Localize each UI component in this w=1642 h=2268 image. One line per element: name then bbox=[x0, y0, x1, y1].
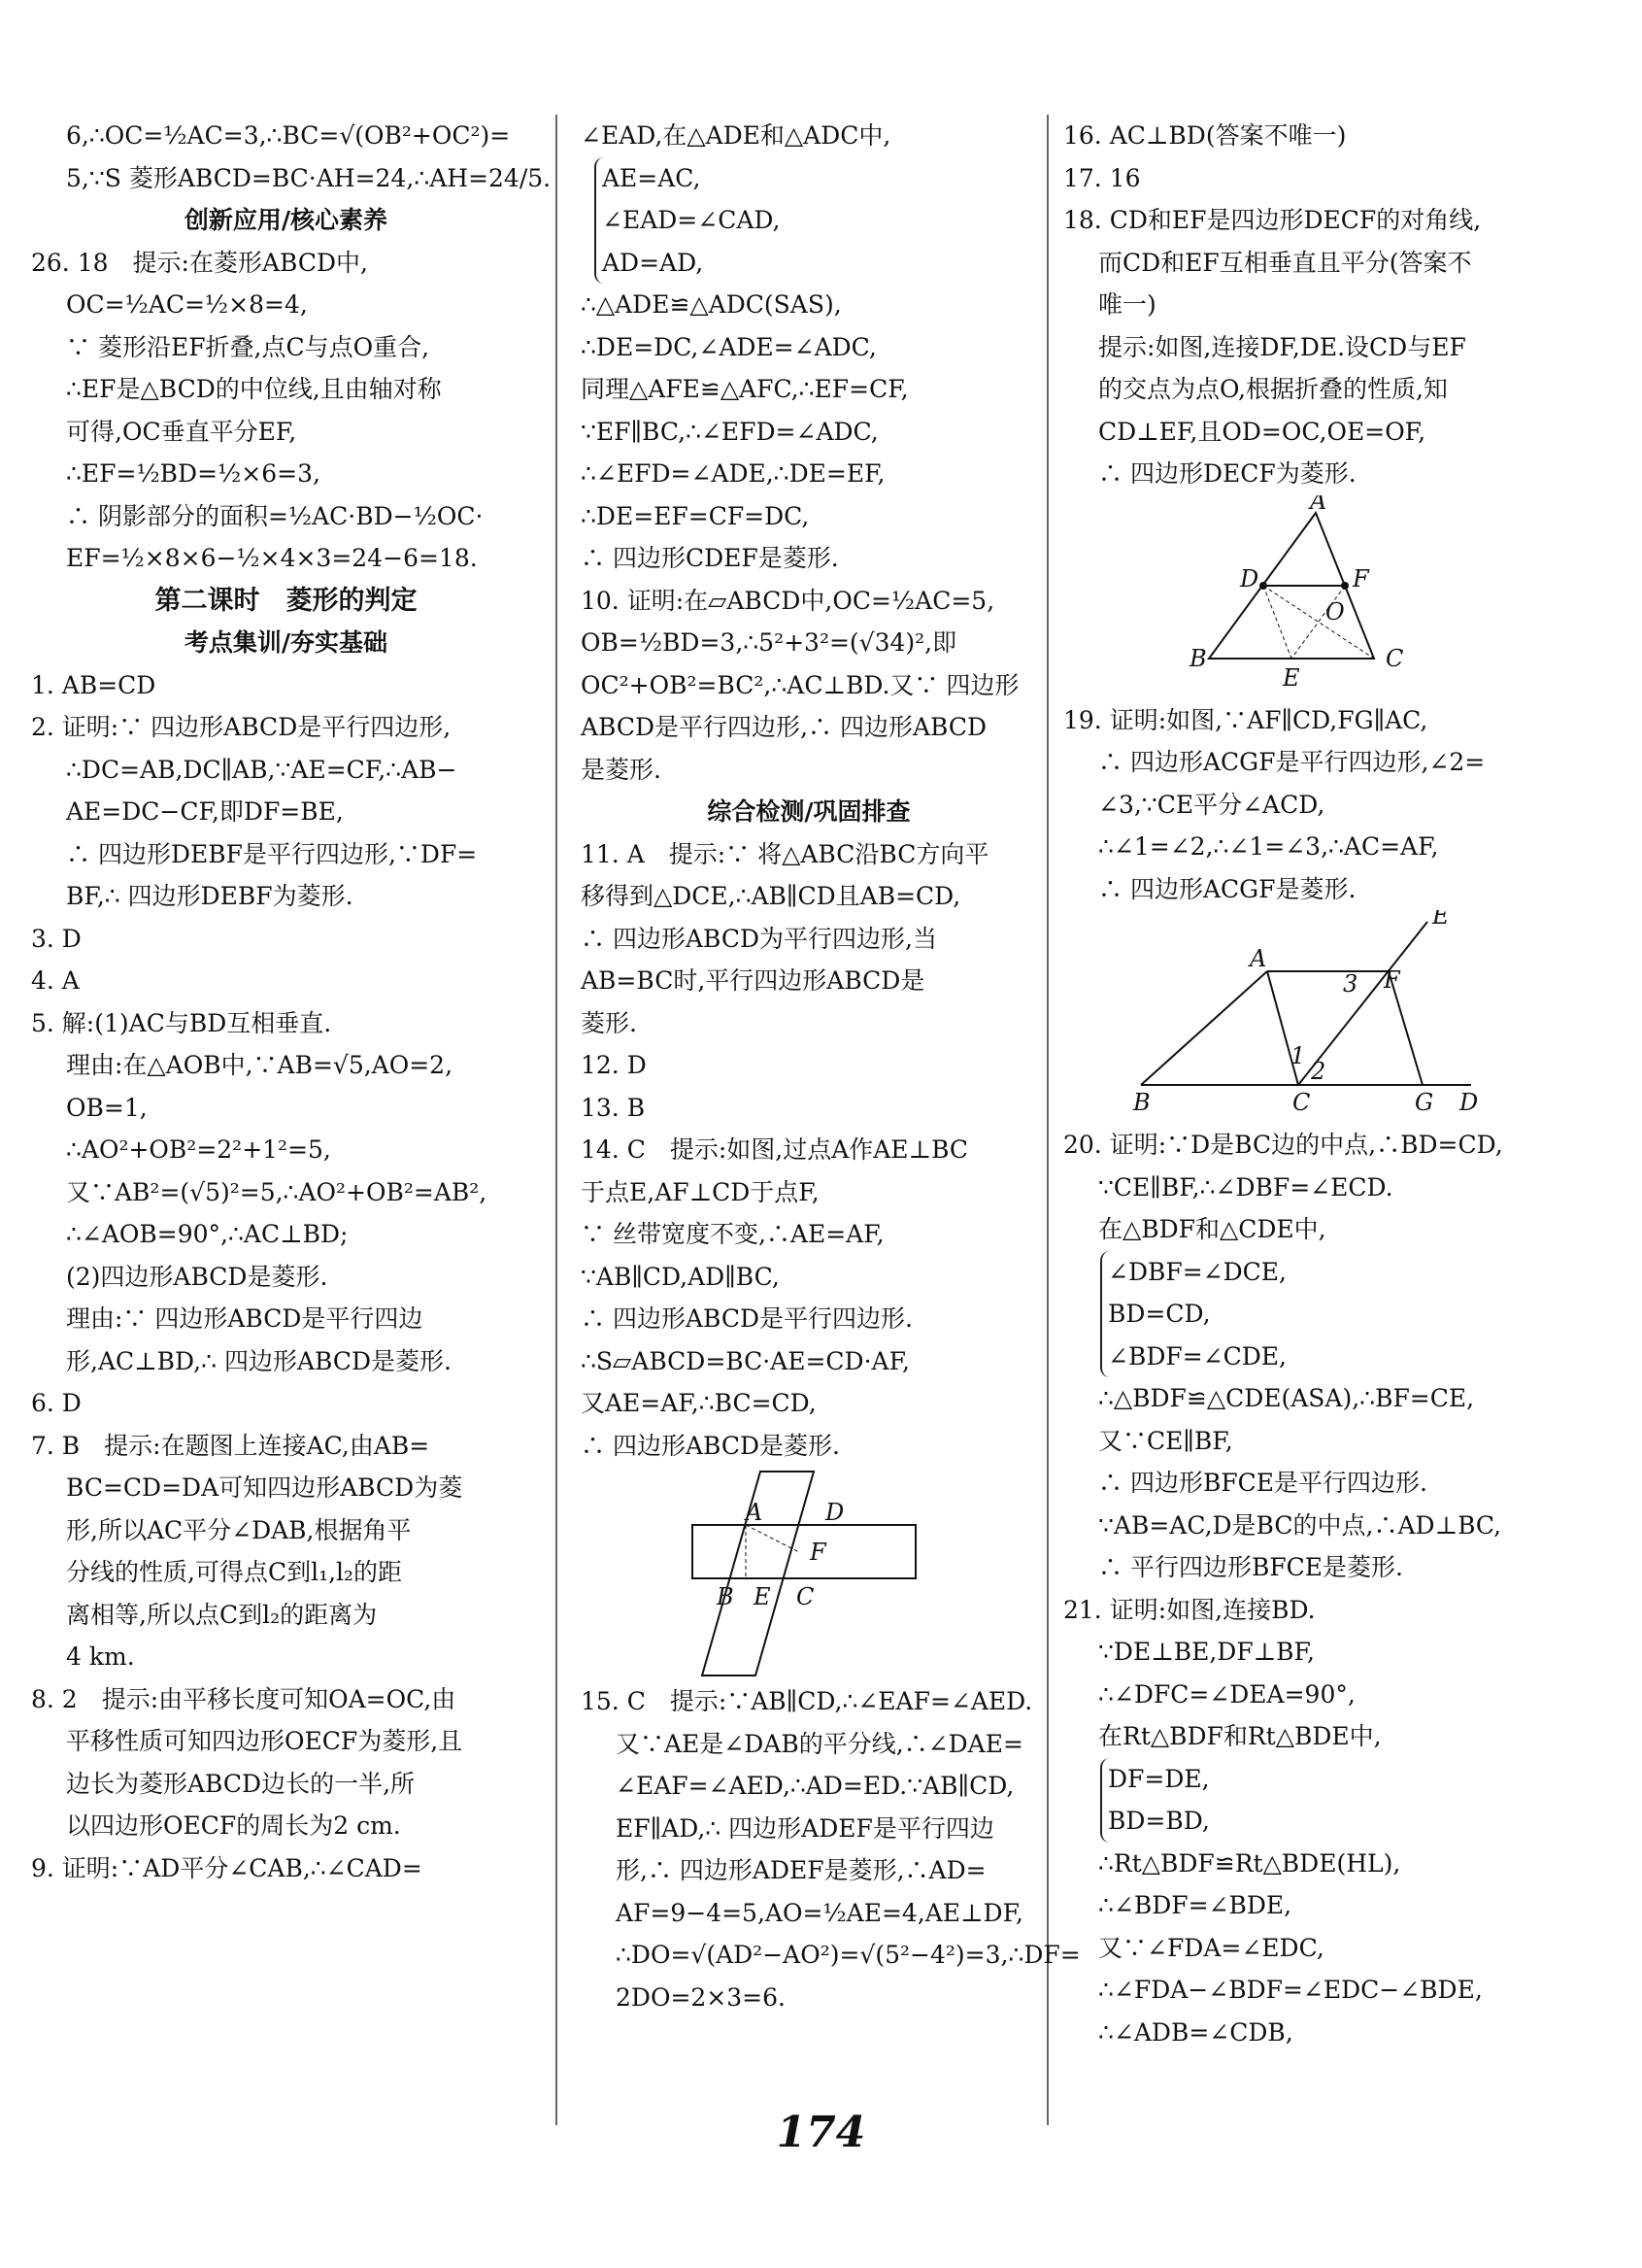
answer-21: 21. 证明:如图,连接BD. bbox=[1063, 1595, 1316, 1624]
text-line: ∵AB=AC,D是BC的中点,∴AD⊥BC, bbox=[1098, 1510, 1502, 1540]
label-e: E bbox=[1283, 663, 1300, 692]
text-line: ∴∠DFC=∠DEA=90°, bbox=[1098, 1679, 1356, 1709]
text-line: ∴∠EFD=∠ADE,∴DE=EF, bbox=[581, 459, 886, 488]
text-line: 又∵∠FDA=∠EDC, bbox=[1098, 1933, 1324, 1962]
answer-8: 8. 2 提示:由平移长度可知OA=OC,由 bbox=[31, 1684, 456, 1713]
label-d: D bbox=[1240, 564, 1259, 592]
text-line: 平移性质可知四边形OECF为菱形,且 bbox=[66, 1727, 463, 1755]
label-f: F bbox=[810, 1539, 826, 1566]
text-line: ABCD是平行四边形,∴ 四边形ABCD bbox=[581, 713, 988, 741]
text-line: ∠3,∵CE平分∠ACD, bbox=[1098, 790, 1325, 819]
answer-13: 13. B bbox=[581, 1093, 646, 1122]
text-line: 4 km. bbox=[66, 1642, 135, 1671]
label-c: C bbox=[1292, 1089, 1311, 1116]
answer-14: 14. C 提示:如图,过点A作AE⊥BC bbox=[581, 1135, 969, 1164]
text-line: 以四边形OECF的周长为2 cm. bbox=[66, 1811, 401, 1840]
text-line: 又∵AE是∠DAB的平分线,∴∠DAE= bbox=[616, 1729, 1023, 1758]
section-heading: 考点集训/夯实基础 bbox=[184, 628, 388, 657]
answer-12: 12. D bbox=[581, 1051, 647, 1079]
text-line: 理由:在△AOB中,∵AB=√5,AO=2, bbox=[66, 1051, 453, 1079]
segment-de bbox=[1263, 586, 1291, 659]
equation-system bbox=[1100, 1251, 1622, 1378]
text-line: 6,∴OC=½AC=3,∴BC=√(OB²+OC²)= bbox=[66, 121, 511, 150]
figure-18-svg bbox=[1063, 495, 1622, 699]
text-line: ∴∠1=∠2,∴∠1=∠3,∴AC=AF, bbox=[1098, 832, 1439, 861]
text-line: ∵AB∥CD,AD∥BC, bbox=[581, 1262, 780, 1291]
equation-system bbox=[1100, 1758, 1622, 1843]
text-line: AE=AC, bbox=[602, 163, 701, 192]
text-line: ∴ 平行四边形BFCE是菱形. bbox=[1098, 1553, 1403, 1581]
point-d bbox=[1259, 582, 1267, 590]
section-heading: 综合检测/巩固排查 bbox=[707, 797, 911, 826]
label-b: B bbox=[1133, 1089, 1151, 1116]
column-middle bbox=[581, 115, 1081, 2018]
answer-5: 5. 解:(1)AC与BD互相垂直. bbox=[31, 1008, 332, 1037]
segment-dc bbox=[1263, 586, 1374, 659]
text-line: ∴EF=½BD=½×6=3, bbox=[66, 459, 320, 488]
text-line: ∴∠ADB=∠CDB, bbox=[1098, 2017, 1293, 2047]
text-line: ∠EAD,在△ADE和△ADC中, bbox=[581, 121, 891, 150]
label-c: C bbox=[796, 1583, 815, 1610]
column-right bbox=[1063, 115, 1622, 2053]
text-line: ∵ 菱形沿EF折叠,点C与点O重合, bbox=[66, 332, 430, 361]
text-line: EF=½×8×6−½×4×3=24−6=18. bbox=[66, 544, 478, 572]
altitude-af bbox=[746, 1525, 799, 1552]
text-line: ∴ 阴影部分的面积=½AC·BD−½OC· bbox=[66, 501, 484, 530]
text-line: 形,所以AC平分∠DAB,根据角平 bbox=[66, 1515, 412, 1544]
text-line: ∴ 四边形ACGF是菱形. bbox=[1098, 874, 1357, 903]
text-line: DF=DE, bbox=[1108, 1764, 1210, 1793]
point-f bbox=[1341, 582, 1349, 590]
answer-3: 3. D bbox=[31, 924, 82, 953]
text-line: ∴∠BDF=∠BDE, bbox=[1098, 1891, 1292, 1919]
answer-9: 9. 证明:∵AD平分∠CAB,∴∠CAD= bbox=[31, 1853, 422, 1882]
text-line: 于点E,AF⊥CD于点F, bbox=[581, 1177, 820, 1206]
text-line: (2)四边形ABCD是菱形. bbox=[66, 1262, 328, 1291]
answer-26: 26. 18 提示:在菱形ABCD中, bbox=[31, 248, 368, 277]
label-c: C bbox=[1386, 644, 1404, 672]
text-line: ∴ 四边形ABCD是平行四边形. bbox=[581, 1304, 913, 1333]
text-line: OC=½AC=½×8=4, bbox=[66, 290, 308, 319]
text-line: OC²+OB²=BC²,∴AC⊥BD.又∵ 四边形 bbox=[581, 670, 1020, 699]
answer-1: 1. AB=CD bbox=[31, 670, 156, 699]
label-3: 3 bbox=[1343, 970, 1358, 998]
label-b: B bbox=[1190, 644, 1207, 672]
text-line: 又∵CE∥BF, bbox=[1098, 1426, 1233, 1455]
text-line: ∴ 四边形CDEF是菱形. bbox=[581, 544, 839, 572]
text-line: ∠DBF=∠DCE, bbox=[1108, 1257, 1287, 1286]
label-d: D bbox=[825, 1499, 845, 1526]
text-line: ∴ 四边形ABCD是菱形. bbox=[581, 1431, 840, 1460]
text-line: OB=½BD=3,∴5²+3²=(√34)²,即 bbox=[581, 628, 957, 657]
text-line: ∵EF∥BC,∴∠EFD=∠ADC, bbox=[581, 417, 879, 446]
text-line: ∴∠AOB=90°,∴AC⊥BD; bbox=[66, 1220, 349, 1248]
answer-4: 4. A bbox=[31, 966, 80, 995]
label-g: G bbox=[1415, 1089, 1434, 1116]
text-line: BD=BD, bbox=[1108, 1807, 1210, 1835]
text-line: 2DO=2×3=6. bbox=[616, 1982, 786, 2012]
label-b: B bbox=[717, 1583, 734, 1610]
answer-20: 20. 证明:∵D是BC边的中点,∴BD=CD, bbox=[1063, 1131, 1503, 1159]
text-line: ∴DO=√(AD²−AO²)=√(5²−4²)=3,∴DF= bbox=[616, 1941, 1081, 1969]
text-line: ∴△ADE≌△ADC(SAS), bbox=[581, 290, 842, 319]
text-line: ∠BDF=∠CDE, bbox=[1108, 1341, 1287, 1371]
equation-system bbox=[594, 157, 1037, 285]
answer-2: 2. 证明:∵ 四边形ABCD是平行四边形, bbox=[31, 713, 452, 741]
text-line: ∴DC=AB,DC∥AB,∵AE=CF,∴AB− bbox=[66, 755, 457, 784]
text-line: OB=1, bbox=[66, 1093, 148, 1122]
answer-18: 18. CD和EF是四边形DECF的对角线, bbox=[1063, 206, 1482, 234]
answer-16: 16. AC⊥BD(答案不唯一) bbox=[1063, 121, 1347, 150]
label-d: D bbox=[1459, 1089, 1479, 1116]
text-line: 的交点为点O,根据折叠的性质,知 bbox=[1098, 375, 1448, 403]
label-f: F bbox=[1384, 966, 1400, 994]
text-line: 菱形. bbox=[581, 1008, 637, 1037]
answer-15: 15. C 提示:∵AB∥CD,∴∠EAF=∠AED. bbox=[581, 1687, 1033, 1715]
answer-10: 10. 证明:在▱ABCD中,OC=½AC=5, bbox=[581, 586, 995, 615]
text-line: ∠EAF=∠AED,∴AD=ED.∵AB∥CD, bbox=[616, 1772, 1015, 1800]
text-line: 是菱形. bbox=[581, 755, 661, 784]
text-line: ∴ 四边形DECF为菱形. bbox=[1098, 459, 1357, 488]
text-line: ∴EF是△BCD的中位线,且由轴对称 bbox=[66, 375, 442, 403]
text-line: 在Rt△BDF和Rt△BDE中, bbox=[1098, 1722, 1382, 1750]
column-left bbox=[31, 115, 552, 1889]
text-line: ∴ 四边形DEBF是平行四边形,∵DF= bbox=[66, 839, 478, 868]
label-2: 2 bbox=[1311, 1058, 1326, 1085]
label-e: E bbox=[754, 1583, 771, 1610]
answer-7: 7. B 提示:在题图上连接AC,由AB= bbox=[31, 1431, 430, 1460]
text-line: ∴ 四边形ABCD为平行四边形,当 bbox=[581, 924, 937, 953]
label-1: 1 bbox=[1290, 1042, 1306, 1069]
text-line: 理由:∵ 四边形ABCD是平行四边 bbox=[66, 1304, 423, 1333]
text-line: 边长为菱形ABCD边长的一半,所 bbox=[66, 1769, 416, 1798]
text-line: 而CD和EF互相垂直且平分(答案不 bbox=[1098, 248, 1472, 277]
text-line: EF∥AD,∴ 四边形ADEF是平行四边 bbox=[616, 1813, 994, 1843]
column-divider-2 bbox=[1047, 115, 1049, 2125]
label-a: A bbox=[1310, 494, 1327, 515]
text-line: 形,AC⊥BD,∴ 四边形ABCD是菱形. bbox=[66, 1346, 452, 1375]
text-line: ∴AO²+OB²=2²+1²=5, bbox=[66, 1135, 331, 1164]
text-line: ∴Rt△BDF≌Rt△BDE(HL), bbox=[1098, 1848, 1401, 1878]
figure-19-svg bbox=[1063, 910, 1622, 1124]
answer-17: 17. 16 bbox=[1063, 163, 1141, 192]
ribbon-horizontal bbox=[692, 1525, 916, 1578]
text-line: 5,∵S 菱形ABCD=BC·AH=24,∴AH=24/5. bbox=[66, 163, 552, 192]
page-number: 174 bbox=[776, 2108, 866, 2157]
section-heading: 创新应用/核心素养 bbox=[184, 206, 388, 234]
text-line: ∠EAD=∠CAD, bbox=[602, 206, 781, 234]
label-a: A bbox=[1250, 945, 1267, 972]
figure-14-svg bbox=[581, 1467, 1037, 1680]
answer-6: 6. D bbox=[31, 1389, 82, 1417]
text-line: ∵ 丝带宽度不变,∴AE=AF, bbox=[581, 1220, 885, 1248]
text-line: BD=CD, bbox=[1108, 1300, 1211, 1328]
answer-11: 11. A 提示:∵ 将△ABC沿BC方向平 bbox=[581, 839, 989, 868]
text-line: 离相等,所以点C到l₂的距离为 bbox=[66, 1600, 378, 1629]
text-line: 又∵AB²=(√5)²=5,∴AO²+OB²=AB², bbox=[66, 1177, 487, 1206]
text-line: ∴DE=DC,∠ADE=∠ADC, bbox=[581, 332, 877, 361]
text-line: 形,∴ 四边形ADEF是菱形,∴AD= bbox=[616, 1856, 987, 1884]
text-line: ∴ 四边形BFCE是平行四边形. bbox=[1098, 1469, 1427, 1497]
label-e: E bbox=[1432, 910, 1450, 930]
figure-19 bbox=[1063, 910, 1622, 1124]
figure-14 bbox=[581, 1467, 1037, 1680]
text-line: 分线的性质,可得点C到l₁,l₂的距 bbox=[66, 1558, 403, 1586]
text-line: AE=DC−CF,即DF=BE, bbox=[66, 797, 344, 826]
column-divider-1 bbox=[555, 115, 557, 2125]
label-a: A bbox=[746, 1499, 763, 1526]
text-line: 移得到△DCE,∴AB∥CD且AB=CD, bbox=[581, 882, 961, 910]
answer-19: 19. 证明:如图,∵AF∥CD,FG∥AC, bbox=[1063, 705, 1428, 734]
text-line: 可得,OC垂直平分EF, bbox=[66, 417, 297, 446]
text-line: ∵DE⊥BE,DF⊥BF, bbox=[1098, 1638, 1315, 1666]
text-line: AF=9−4=5,AO=½AE=4,AE⊥DF, bbox=[616, 1898, 1023, 1927]
lesson-title: 第二课时 菱形的判定 bbox=[154, 585, 418, 616]
text-line: 唯一) bbox=[1098, 290, 1156, 319]
text-line: ∴△BDF≌△CDE(ASA),∴BF=CE, bbox=[1098, 1384, 1475, 1412]
label-f: F bbox=[1353, 564, 1369, 592]
text-line: ∴ 四边形ACGF是平行四边形,∠2= bbox=[1098, 748, 1486, 776]
text-line: BF,∴ 四边形DEBF为菱形. bbox=[66, 882, 353, 910]
text-line: 在△BDF和△CDE中, bbox=[1098, 1215, 1326, 1243]
text-line: 同理△AFE≌△AFC,∴EF=CF, bbox=[581, 375, 909, 403]
text-line: AD=AD, bbox=[602, 248, 704, 277]
label-o: O bbox=[1325, 597, 1345, 626]
text-line: ∴DE=EF=CF=DC, bbox=[581, 501, 810, 530]
text-line: ∴∠FDA−∠BDF=∠EDC−∠BDE, bbox=[1098, 1976, 1483, 2004]
text-line: BC=CD=DA可知四边形ABCD为菱 bbox=[66, 1473, 463, 1502]
text-line: ∵CE∥BF,∴∠DBF=∠ECD. bbox=[1098, 1172, 1393, 1202]
text-line: 提示:如图,连接DF,DE.设CD与EF bbox=[1098, 332, 1466, 361]
figure-18 bbox=[1063, 495, 1622, 699]
text-line: AB=BC时,平行四边形ABCD是 bbox=[581, 966, 925, 995]
text-line: 又AE=AF,∴BC=CD, bbox=[581, 1389, 817, 1417]
text-line: ∴S▱ABCD=BC·AE=CD·AF, bbox=[581, 1346, 911, 1375]
text-line: CD⊥EF,且OD=OC,OE=OF, bbox=[1098, 417, 1426, 446]
segment-ba bbox=[1141, 971, 1267, 1085]
